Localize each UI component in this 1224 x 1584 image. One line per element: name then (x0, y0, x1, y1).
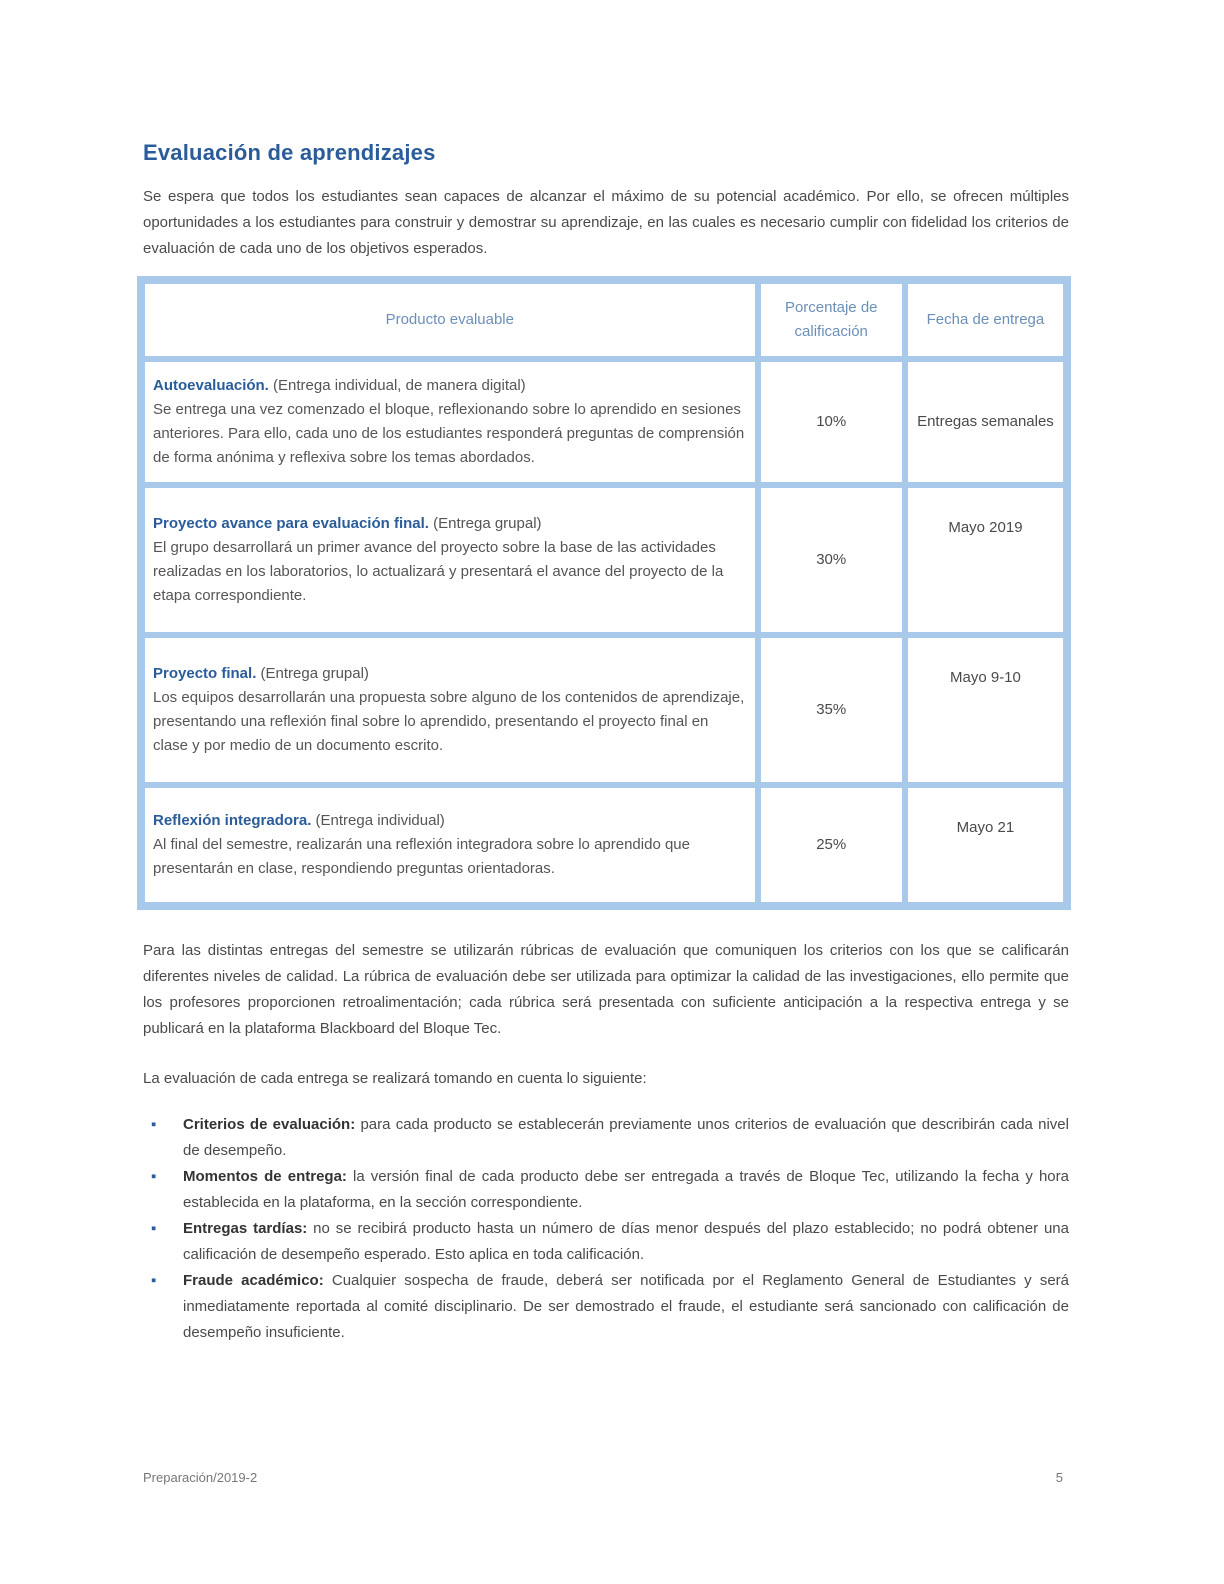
product-description: Se entrega una vez comenzado el bloque, reflexionando sobre lo aprendido en sesiones anteriores. Para ello, cada uno de los estudiantes responderá preguntas de comprensión de forma anónima y reflexiva sobre los temas abordados. (153, 401, 745, 466)
product-cell (142, 485, 758, 635)
bullet-icon: ▪ (151, 1220, 157, 1237)
bullet-icon: ▪ (151, 1272, 157, 1289)
rules-list (143, 1112, 1069, 1346)
header-product: Producto evaluable (142, 281, 758, 359)
product-note: (Entrega individual, de manera digital) (273, 377, 526, 394)
table-row (142, 785, 1066, 905)
rules-lead: La evaluación de cada entrega se realizará tomando en cuenta lo siguiente: (143, 1070, 647, 1087)
product-cell (142, 635, 758, 785)
product-description: Los equipos desarrollarán una propuesta sobre alguno de los contenidos de aprendizaje, presentando una reflexión final sobre lo aprendido, presentando el proyecto final en clase y por medio de un documento escrito. (153, 689, 745, 754)
after-table-paragraph: Para las distintas entregas del semestre se utilizarán rúbricas de evaluación que comuniquen los criterios con los que se calificarán diferentes niveles de calidad. La rúbrica de evaluación debe ser utilizada para optimizar la calidad de las investigaciones, ello permite que los profesores proporcionen retroalimentación; cada rúbrica será presentada con suficiente anticipación a la respectiva entrega y se publicará en la plataforma Blackboard del Bloque Tec. (143, 942, 1069, 1037)
footer-label: Preparación/2019-2 (143, 1470, 258, 1485)
product-note: (Entrega grupal) (433, 515, 542, 532)
percentage-cell: 30% (758, 485, 905, 635)
document-page (143, 140, 1069, 1346)
rule-text: Cualquier sospecha de fraude, deberá ser notificada por el Reglamento General de Estudiantes y será inmediatamente reportada al comité disciplinario. De ser demostrado el fraude, el estudiante será sancionado con calificación de desempeño insuficiente. (183, 1272, 1070, 1341)
header-date: Fecha de entrega (905, 281, 1066, 359)
list-item (143, 1164, 1069, 1216)
list-item (143, 1112, 1069, 1164)
table-row (142, 359, 1066, 485)
header-percentage: Porcentaje de calificación (758, 281, 905, 359)
percentage-cell: 25% (758, 785, 905, 905)
section-title: Evaluación de aprendizajes (143, 140, 436, 165)
percentage-cell: 35% (758, 635, 905, 785)
page-footer (143, 1470, 1063, 1485)
date-cell: Mayo 21 (905, 785, 1066, 905)
date-cell: Mayo 2019 (905, 485, 1066, 635)
date-cell: Mayo 9-10 (905, 635, 1066, 785)
product-title: Reflexión integradora. (153, 812, 312, 829)
product-title: Proyecto avance para evaluación final. (153, 515, 429, 532)
product-description: El grupo desarrollará un primer avance del proyecto sobre la base de las actividades realizadas en los laboratorios, lo actualizará y presentará el avance del proyecto de la etapa correspondiente. (153, 539, 724, 604)
evaluation-table (137, 276, 1071, 910)
product-cell (142, 785, 758, 905)
product-cell (142, 359, 758, 485)
bullet-icon: ▪ (151, 1116, 157, 1133)
product-title: Autoevaluación. (153, 377, 269, 394)
rule-text: para cada producto se establecerán previamente unos criterios de evaluación que describirán cada nivel de desempeño. (183, 1116, 1069, 1159)
list-item (143, 1216, 1069, 1268)
intro-paragraph: Se espera que todos los estudiantes sean capaces de alcanzar el máximo de su potencial académico. Por ello, se ofrecen múltiples oportunidades a los estudiantes para construir y demostrar su aprendizaje, en las cuales es necesario cumplir con fidelidad los criterios de evaluación de cada uno de los objetivos esperados. (143, 188, 1069, 257)
rule-text: no se recibirá producto hasta un número de días menor después del plazo establecido; no podrá obtener una calificación de desempeño esperado. Esto aplica en toda calificación. (183, 1220, 1069, 1263)
table-row (142, 485, 1066, 635)
rule-title: Momentos de entrega: (183, 1168, 347, 1185)
table-row (142, 635, 1066, 785)
table-header-row (142, 281, 1066, 359)
rule-text: la versión final de cada producto debe ser entregada a través de Bloque Tec, utilizando la fecha y hora establecida en la plataforma, en la sección correspondiente. (183, 1168, 1069, 1211)
product-title: Proyecto final. (153, 665, 257, 682)
rule-title: Fraude académico: (183, 1272, 324, 1289)
list-item (143, 1268, 1069, 1346)
product-note: (Entrega grupal) (260, 665, 369, 682)
bullet-icon: ▪ (151, 1168, 157, 1185)
date-cell: Entregas semanales (905, 359, 1066, 485)
rule-title: Criterios de evaluación: (183, 1116, 356, 1133)
rule-title: Entregas tardías: (183, 1220, 308, 1237)
product-note: (Entrega individual) (315, 812, 445, 829)
product-description: Al final del semestre, realizarán una reflexión integradora sobre lo aprendido que presentarán en clase, respondiendo preguntas orientadoras. (153, 836, 690, 877)
percentage-cell: 10% (758, 359, 905, 485)
page-number: 5 (1055, 1470, 1063, 1485)
